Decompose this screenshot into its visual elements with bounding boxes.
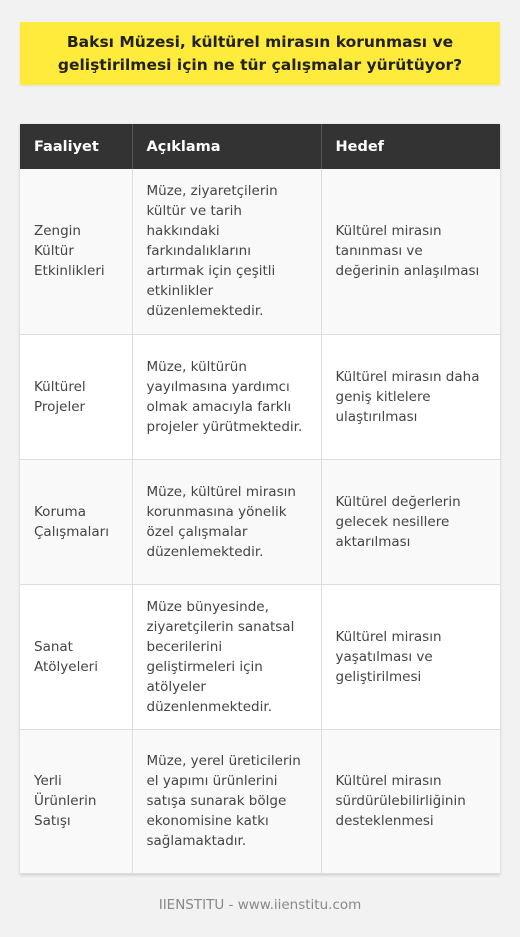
cell-aciklama: Müze, ziyaretçilerin kültür ve tarih hakkındaki farkındalıklarını artırmak için çeşitli etkinlikler düzenlemektedir. bbox=[132, 169, 321, 334]
cell-hedef: Kültürel mirasın tanınması ve değerinin anlaşılması bbox=[321, 169, 500, 334]
table-row bbox=[20, 584, 500, 729]
cell-aciklama: Müze, yerel üreticilerin el yapımı ürünlerini satışa sunarak bölge ekonomisine katkı sağlamaktadır. bbox=[132, 729, 321, 873]
cell-aciklama: Müze, kültürün yayılmasına yardımcı olmak amacıyla farklı projeler yürütmektedir. bbox=[132, 334, 321, 459]
cell-faaliyet: Kültürel Projeler bbox=[20, 334, 132, 459]
cell-hedef: Kültürel mirasın daha geniş kitlelere ulaştırılması bbox=[321, 334, 500, 459]
cell-faaliyet: Sanat Atölyeleri bbox=[20, 584, 132, 729]
cell-faaliyet: Koruma Çalışmaları bbox=[20, 459, 132, 584]
page-title: Baksı Müzesi, kültürel mirasın korunması ve geliştirilmesi için ne tür çalışmalar yürütüyor? bbox=[57, 32, 463, 74]
header-hedef: Hedef bbox=[321, 124, 500, 169]
cell-aciklama: Müze, kültürel mirasın korunmasına yönelik özel çalışmalar düzenlemektedir. bbox=[132, 459, 321, 584]
cell-aciklama: Müze bünyesinde, ziyaretçilerin sanatsal becerilerini geliştirmeleri için atölyeler düzenlenmektedir. bbox=[132, 584, 321, 729]
table-row bbox=[20, 169, 500, 334]
table-row bbox=[20, 729, 500, 873]
table-row bbox=[20, 334, 500, 459]
cell-hedef: Kültürel mirasın sürdürülebilirliğinin desteklenmesi bbox=[321, 729, 500, 873]
cell-hedef: Kültürel değerlerin gelecek nesillere aktarılması bbox=[321, 459, 500, 584]
header-faaliyet: Faaliyet bbox=[20, 124, 132, 169]
title-banner bbox=[20, 22, 500, 85]
cell-hedef: Kültürel mirasın yaşatılması ve geliştirilmesi bbox=[321, 584, 500, 729]
activities-table bbox=[20, 124, 500, 874]
footer-credit: IIENSTITU - www.iienstitu.com bbox=[158, 897, 362, 913]
table-header-row bbox=[20, 124, 500, 169]
cell-faaliyet: Yerli Ürünlerin Satışı bbox=[20, 729, 132, 873]
cell-faaliyet: Zengin Kültür Etkinlikleri bbox=[20, 169, 132, 334]
header-aciklama: Açıklama bbox=[132, 124, 321, 169]
table-row bbox=[20, 459, 500, 584]
